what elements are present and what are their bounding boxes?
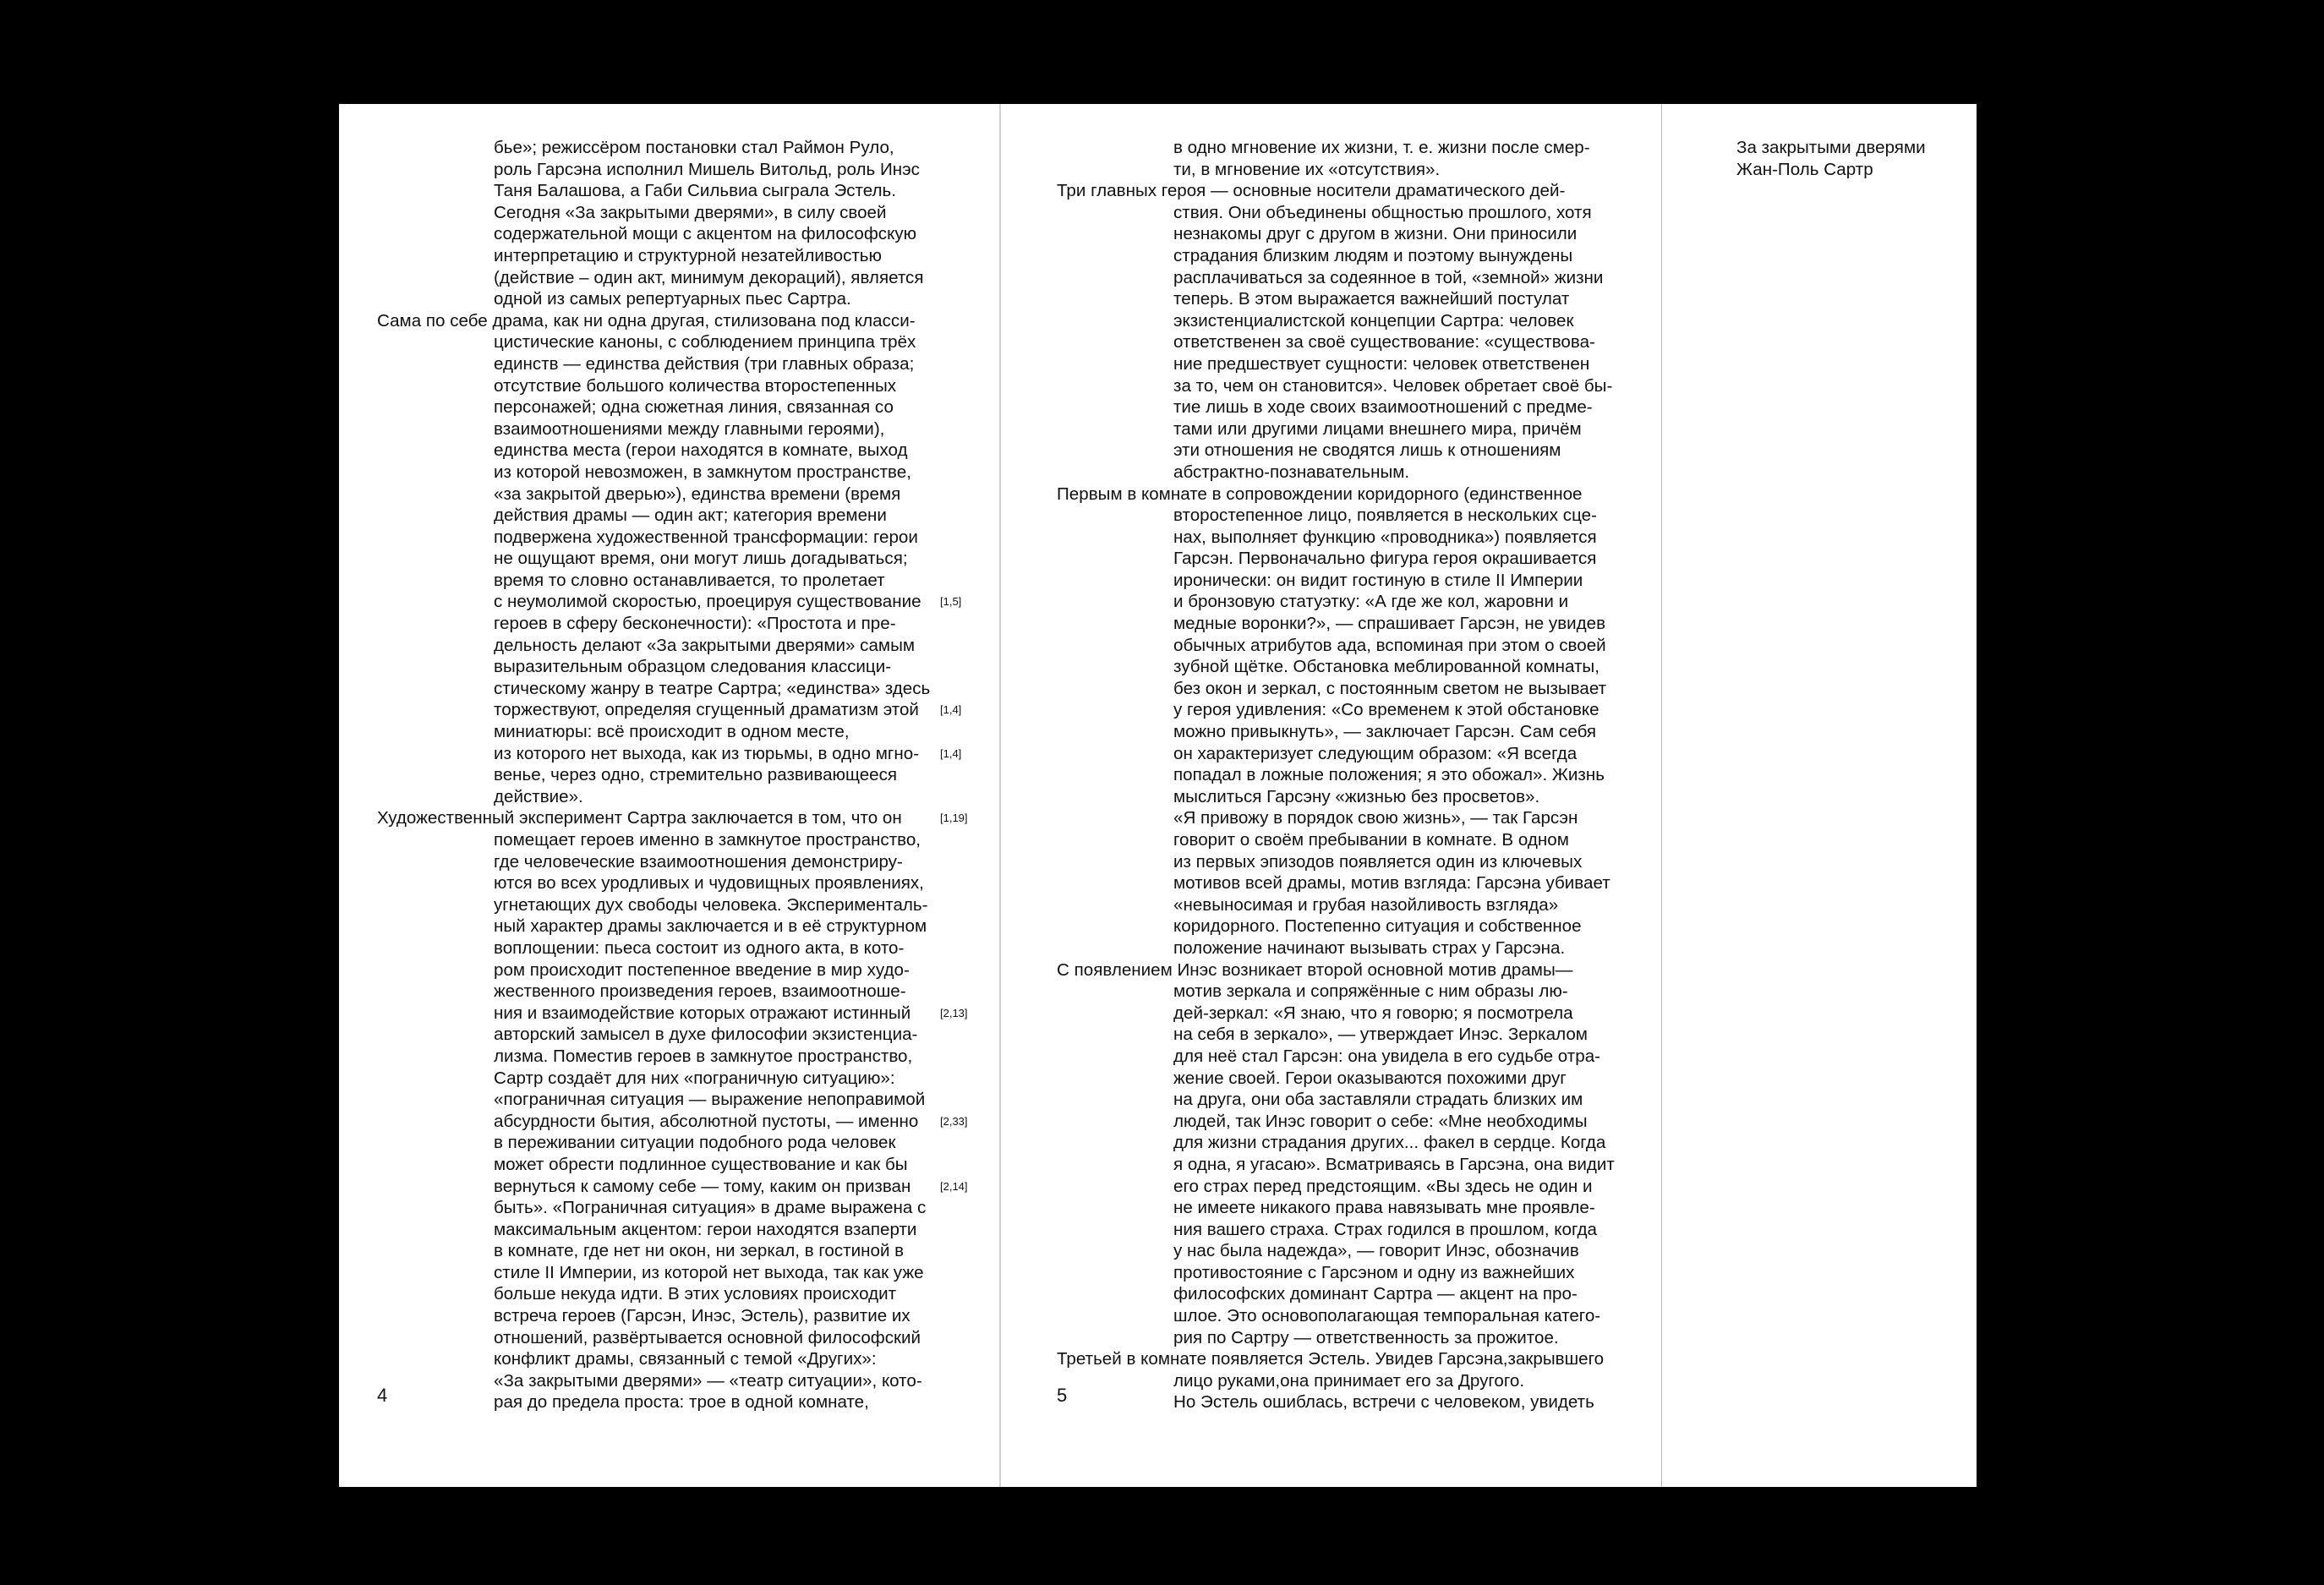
left-page-text [377, 137, 930, 1413]
text-line: я одна, я угасаю». Всматриваясь в Гарсэна, она видит [1173, 1154, 1615, 1174]
text-line: Художественный эксперимент Сартра заключается в том, что он [377, 808, 902, 828]
cover-flap-edge [1661, 104, 1662, 1487]
text-line: вернуться к самому себе — тому, каким он призван [494, 1176, 911, 1196]
text-line: незнакомы друг с другом в жизни. Они приносили [1173, 224, 1578, 244]
text-line: миниатюры: всё происходит в одном месте, [494, 722, 850, 742]
text-line: абсурдности бытия, абсолютной пустоты, — именно [494, 1111, 919, 1131]
text-line: венье, через одно, стремительно развивающееся [494, 765, 898, 785]
text-line: «пограничная ситуация — выражение непоправимой [494, 1090, 926, 1110]
text-line: максимальным акцентом: герои находятся взаперти [494, 1219, 917, 1239]
text-line: жение своей. Герои оказываются похожими друг [1173, 1068, 1567, 1088]
text-line: из которого нет выхода, как из тюрьмы, в одно мгно- [494, 743, 920, 763]
text-line: дей-зеркал: «Я знаю, что я говорю; я посмотрела [2,13] [940, 1003, 1573, 1023]
text-line: помещает героев именно в замкнутое пространство, [494, 830, 921, 850]
text-line: персонажей; одна сюжетная линия, связанная со [494, 397, 894, 418]
text-line: мотив зеркала и сопряжённые с ним образы лю- [1173, 981, 1568, 1002]
text-line: конфликт драмы, связанный с темой «Других»: [494, 1349, 877, 1369]
text-line: торжествуют, определяя сгущенный драматизм этой [494, 700, 919, 720]
text-line: ние предшествует сущности: человек ответственен [1173, 353, 1590, 374]
text-line: рая до предела проста: трое в одной комнате, [494, 1392, 869, 1413]
text-line: в комнате, где нет ни окон, ни зеркал, в гостиной в [494, 1241, 905, 1261]
text-line: философских доминант Сартра — акцент на про- [1173, 1284, 1578, 1304]
text-line: за то, чем он становится». Человек обретает своё бы- [1173, 375, 1613, 396]
text-line: Сегодня «За закрытыми дверями», в силу своей [494, 202, 887, 222]
text-line: у героя удивления: «Со временем к этой обстановке [1,4] [940, 700, 1599, 720]
text-line: тие лишь в ходе своих взаимоотношений с предме- [1173, 397, 1593, 418]
text-line: эти отношения не сводятся лишь к отношениям [1173, 440, 1561, 461]
text-line: роль Гарсэна исполнил Мишель Витольд, роль Инэс [494, 159, 920, 179]
text-line: «за закрытой дверью»), единства времени (время [494, 484, 901, 504]
text-line: он характеризует следующим образом: «Я всегда [1,4] [940, 743, 1578, 763]
text-line: абстрактно-познавательным. [1173, 462, 1410, 482]
text-line: угнетающих дух свободы человека. Эксперименталь- [494, 894, 928, 915]
text-line: где человеческие взаимоотношения демонстриру- [494, 851, 903, 872]
text-line: из первых эпизодов появляется один из ключевых [1173, 851, 1583, 872]
text-line: ответственен за своё существование: «существова- [1173, 332, 1595, 353]
text-line: можно привыкнуть», — заключает Гарсэн. Сам себя [1173, 722, 1597, 742]
text-line: Таня Балашова, а Габи Сильвиа сыграла Эстель. [494, 181, 896, 201]
text-line: содержательной мощи с акцентом на философскую [494, 224, 917, 244]
text-line: выразительным образцом следования классици- [494, 657, 892, 677]
text-line: встреча героев (Гарсэн, Инэс, Эстель), развитие их [494, 1306, 910, 1326]
text-line: взаимоотношениями между главными героями), [494, 418, 885, 439]
book-title: За закрытыми дверями [1736, 138, 1926, 157]
text-line: мотивов всей драмы, мотив взгляда: Гарсэна убивает [1173, 873, 1610, 894]
text-line: и бронзовую статуэтку: «А где же кол, жаровни и [1,5] [940, 592, 1569, 612]
text-line: Но Эстель ошиблась, встречи с человеком, увидеть [1173, 1392, 1594, 1413]
text-line: зубной щётке. Обстановка меблированной комнаты, [1173, 657, 1599, 677]
text-line: отношений, развёртывается основной философский [494, 1327, 921, 1347]
text-line: не имеете никакого права навязывать мне проявле- [1173, 1198, 1595, 1218]
text-line: рия по Сартру — ответственность за прожитое. [1173, 1327, 1559, 1347]
text-line: для жизни страдания других... факел в сердце. Когда [1173, 1133, 1606, 1153]
left-page-number: 4 [377, 1385, 388, 1406]
text-line: больше некуда идти. В этих условиях происходит [494, 1284, 897, 1304]
citation-reference: [2,13] [940, 1006, 968, 1019]
text-line: медные воронки?», — спрашивает Гарсэн, не увидев [1173, 614, 1606, 634]
text-line: жественного произведения героев, взаимоотноше- [494, 981, 906, 1002]
citation-reference: [2,33] [940, 1114, 968, 1128]
text-line: воплощении: пьеса состоит из одного акта, в кото- [494, 937, 905, 958]
text-line: цистические каноны, с соблюдением принципа трёх [494, 332, 916, 353]
text-line: иронически: он видит гостиную в стиле II Империи [1173, 570, 1583, 590]
text-line: дельность делают «За закрытыми дверями» самым [494, 635, 916, 655]
text-line: действия драмы — один акт; категория времени [494, 506, 887, 526]
text-line: бье»; режиссёром постановки стал Раймон Руло, [494, 138, 894, 157]
text-line: попадал в ложные положения; я это обожал». Жизнь [1173, 765, 1605, 785]
text-line: героев в сферу бесконечности): «Простота и пре- [494, 614, 896, 634]
text-line: одной из самых репертуарных пьес Сартра. [494, 289, 851, 309]
text-line: людей, так Инэс говорит о себе: «Мне необходимы [2,33] [940, 1111, 1588, 1131]
text-line: коридорного. Постепенно ситуация и собственное [1173, 916, 1582, 937]
right-page-text [940, 137, 1615, 1413]
text-line: отсутствие большого количества второстепенных [494, 375, 897, 396]
text-line: авторский замысел в духе философии экзистенциа- [494, 1025, 918, 1045]
text-line: ти, в мгновение их «отсутствия». [1173, 159, 1441, 179]
citation-reference: [1,4] [940, 746, 962, 760]
text-line: подвержена художественной трансформации: герои [494, 527, 918, 547]
citation-reference: [1,5] [940, 595, 962, 609]
text-line: из которой невозможен, в замкнутом пространстве, [494, 462, 911, 482]
text-line: ствия. Они объединены общностью прошлого, хотя [1173, 202, 1592, 222]
text-line: противостояние с Гарсэном и одну из важнейших [1173, 1262, 1575, 1282]
text-line: Первым в комнате в сопровождении коридорного (единственное [1057, 484, 1583, 504]
text-line: тами или другими лицами внешнего мира, причём [1173, 418, 1582, 439]
text-line: стиле II Империи, из которой нет выхода, так как уже [494, 1262, 924, 1282]
cover-flap-title-block [1736, 137, 1926, 180]
text-line: «Я привожу в порядок свою жизнь», — так Гарсэн [1,19] [940, 808, 1578, 828]
text-line: ния вашего страха. Страх годился в прошлом, когда [1173, 1219, 1598, 1239]
text-line: единств — единства действия (три главных образа; [494, 353, 915, 374]
book-author: Жан-Поль Сартр [1736, 159, 1873, 179]
text-line: Сартр создаёт для них «пограничную ситуацию»: [494, 1068, 895, 1088]
text-line: с неумолимой скоростью, проецируя существование [494, 592, 921, 612]
text-line: на себя в зеркало», — утверждает Инэс. Зеркалом [1173, 1025, 1588, 1045]
text-line: его страх перед предстоящим. «Вы здесь не один и [2,14] [940, 1176, 1593, 1196]
text-line: ный характер драмы заключается и в её структурном [494, 916, 927, 937]
text-line: (действие – один акт, минимум декораций), является [494, 267, 924, 287]
text-line: для неё стал Гарсэн: она увидела в его судьбе отра- [1173, 1046, 1601, 1066]
text-line: может обрести подлинное существование и как бы [494, 1154, 908, 1174]
text-line: Гарсэн. Первоначально фигура героя окрашивается [1173, 549, 1597, 569]
text-line: страдания близким людям и поэтому вынуждены [1173, 245, 1573, 265]
text-line: время то словно останавливается, то пролетает [494, 570, 885, 590]
text-line: Три главных героя — основные носители драматического дей- [1057, 181, 1566, 201]
text-line: действие». [494, 786, 583, 806]
citation-reference: [2,14] [940, 1179, 968, 1193]
text-line: стическому жанру в театре Сартра; «единства» здесь [494, 678, 931, 698]
text-line: Сама по себе драма, как ни одна другая, стилизована под класси- [377, 310, 916, 331]
text-line: без окон и зеркал, с постоянным светом не вызывает [1173, 678, 1607, 698]
text-line: в одно мгновение их жизни, т. е. жизни после смер- [1173, 138, 1590, 157]
text-line: быть». «Пограничная ситуация» в драме выражена с [494, 1198, 927, 1218]
gutter-fold [999, 104, 1001, 1487]
text-line: единства места (герои находятся в комнате, выход [494, 440, 908, 461]
text-line: С появлением Инэс возникает второй основной мотив драмы— [1057, 959, 1573, 980]
text-line: нах, выполняет функцию «проводника») появляется [1173, 527, 1597, 547]
text-line: не ощущают время, они могут лишь догадываться; [494, 549, 908, 569]
text-line: ния и взаимодействие которых отражают истинный [494, 1003, 911, 1023]
text-line: положение начинают вызывать страх у Гарсэна. [1173, 937, 1566, 958]
citation-reference: [1,19] [940, 812, 968, 825]
text-line: у нас была надежда», — говорит Инэс, обозначив [1173, 1241, 1579, 1261]
text-line: шлое. Это основополагающая темпоральная катего- [1173, 1306, 1601, 1326]
text-line: интерпретацию и структурной незатейливостью [494, 245, 882, 265]
text-line: Третьей в комнате появляется Эстель. Увидев Гарсэна,закрывшего [1057, 1349, 1605, 1369]
text-line: в переживании ситуации подобного рода человек [494, 1133, 896, 1153]
right-page-number: 5 [1057, 1385, 1068, 1406]
text-line: расплачиваться за содеянное в той, «земной» жизни [1173, 267, 1604, 287]
text-line: второстепенное лицо, появляется в нескольких сце- [1173, 506, 1597, 526]
text-line: обычных атрибутов ада, вспоминая при этом о своей [1173, 635, 1606, 655]
text-line: говорит о своём пребывании в комнате. В одном [1173, 830, 1569, 850]
text-line: лизма. Поместив героев в замкнутое пространство, [494, 1046, 913, 1066]
text-line: «За закрытыми дверями» — «театр ситуации», кото- [494, 1370, 922, 1391]
text-line: «невыносимая и грубая назойливость взгляда» [1173, 894, 1559, 915]
text-line: ром происходит постепенное введение в мир худо- [494, 959, 910, 980]
text-line: на друга, они оба заставляли страдать близких им [1173, 1090, 1583, 1110]
text-line: ются во всех уродливых и чудовищных проявлениях, [494, 873, 924, 894]
text-line: экзистенциалистской концепции Сартра: человек [1173, 310, 1574, 331]
text-line: мыслиться Гарсэну «жизнью без просветов». [1173, 786, 1540, 806]
text-line: теперь. В этом выражается важнейший постулат [1173, 289, 1570, 309]
text-line: лицо руками,она принимает его за Другого. [1173, 1370, 1525, 1391]
citation-reference: [1,4] [940, 703, 962, 717]
